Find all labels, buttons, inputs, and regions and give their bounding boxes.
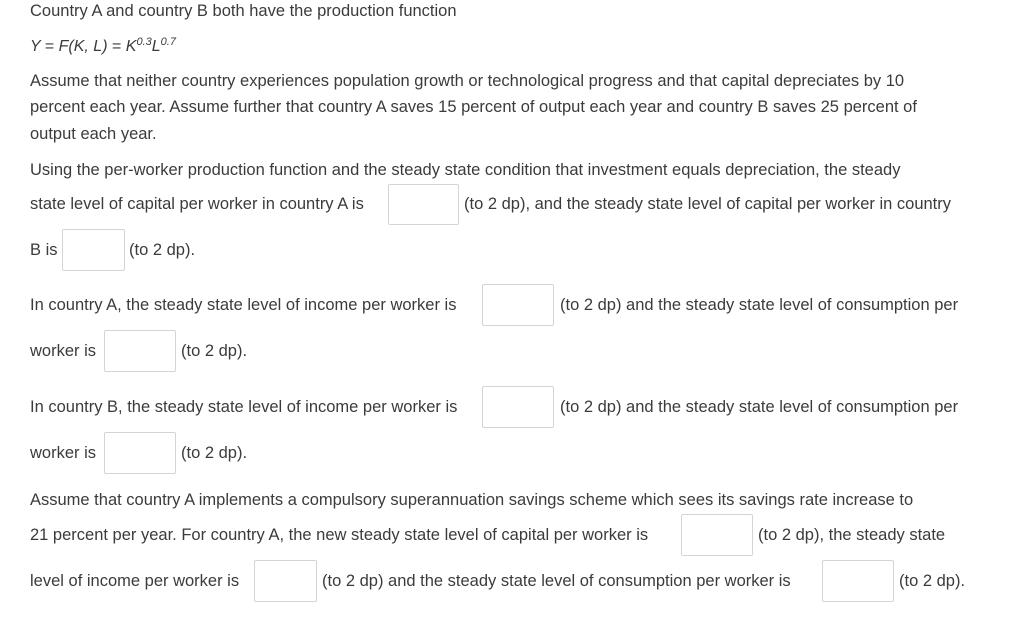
part4-line-1: Assume that country A implements a compulsory superannuation savings scheme which sees its savings rate increase to bbox=[30, 491, 914, 509]
part1-line-1: Using the per-worker production function and the steady state condition that investment equals depreciation, the steady bbox=[30, 161, 901, 179]
part2-income-a-label: In country A, the steady state level of income per worker is bbox=[30, 296, 457, 314]
capital-exponent: 0.3 bbox=[136, 36, 152, 48]
capital-b-input[interactable] bbox=[62, 229, 125, 271]
part4-income-label: level of income per worker is bbox=[30, 572, 240, 590]
labour-exponent: 0.7 bbox=[160, 36, 176, 48]
new-income-a-input[interactable] bbox=[254, 560, 317, 602]
part4-precision-note: (to 2 dp). bbox=[899, 572, 966, 590]
new-consumption-a-input[interactable] bbox=[822, 560, 894, 602]
part3-precision-note: (to 2 dp). bbox=[181, 444, 248, 462]
function-equals-2: = bbox=[111, 38, 122, 55]
assumption-line-3: output each year. bbox=[30, 125, 157, 143]
function-capital: K bbox=[125, 38, 137, 55]
part2-worker-is-label: worker is bbox=[30, 342, 97, 360]
assumption-line-2: percent each year. Assume further that country A saves 15 percent of output each year and country B saves 25 percent of bbox=[30, 98, 917, 116]
part4-new-capital-label: 21 percent per year. For country A, the new steady state level of capital per worker is bbox=[30, 526, 649, 544]
consumption-a-input[interactable] bbox=[104, 330, 176, 372]
income-a-input[interactable] bbox=[482, 284, 554, 326]
part3-worker-is-label: worker is bbox=[30, 444, 97, 462]
part2-consumption-label: (to 2 dp) and the steady state level of consumption per bbox=[560, 296, 959, 314]
income-b-input[interactable] bbox=[482, 386, 554, 428]
function-equals-1: = bbox=[44, 38, 55, 55]
part1-capital-a-label: state level of capital per worker in country A is bbox=[30, 195, 364, 213]
assumption-line-1: Assume that neither country experiences population growth or technological progress and that capital depreciates by 10 bbox=[30, 72, 905, 90]
part3-income-b-label: In country B, the steady state level of income per worker is bbox=[30, 398, 458, 416]
production-function bbox=[30, 36, 176, 56]
part4-consumption-label: (to 2 dp) and the steady state level of consumption per worker is bbox=[322, 572, 791, 590]
part3-consumption-label: (to 2 dp) and the steady state level of consumption per bbox=[560, 398, 959, 416]
part1-b-is-label: B is bbox=[30, 241, 58, 259]
part4-steady-state-label: (to 2 dp), the steady state bbox=[758, 526, 946, 544]
part1-precision-note: (to 2 dp). bbox=[129, 241, 196, 259]
function-lhs: Y bbox=[30, 38, 41, 55]
part1-capital-b-label: (to 2 dp), and the steady state level of capital per worker in country bbox=[464, 195, 952, 213]
function-name: F(K, L) bbox=[58, 38, 108, 55]
capital-a-input[interactable] bbox=[388, 184, 459, 225]
new-capital-a-input[interactable] bbox=[681, 514, 753, 556]
part2-precision-note: (to 2 dp). bbox=[181, 342, 248, 360]
consumption-b-input[interactable] bbox=[104, 432, 176, 474]
function-labour: L bbox=[151, 38, 161, 55]
intro-text: Country A and country B both have the production function bbox=[30, 2, 457, 20]
